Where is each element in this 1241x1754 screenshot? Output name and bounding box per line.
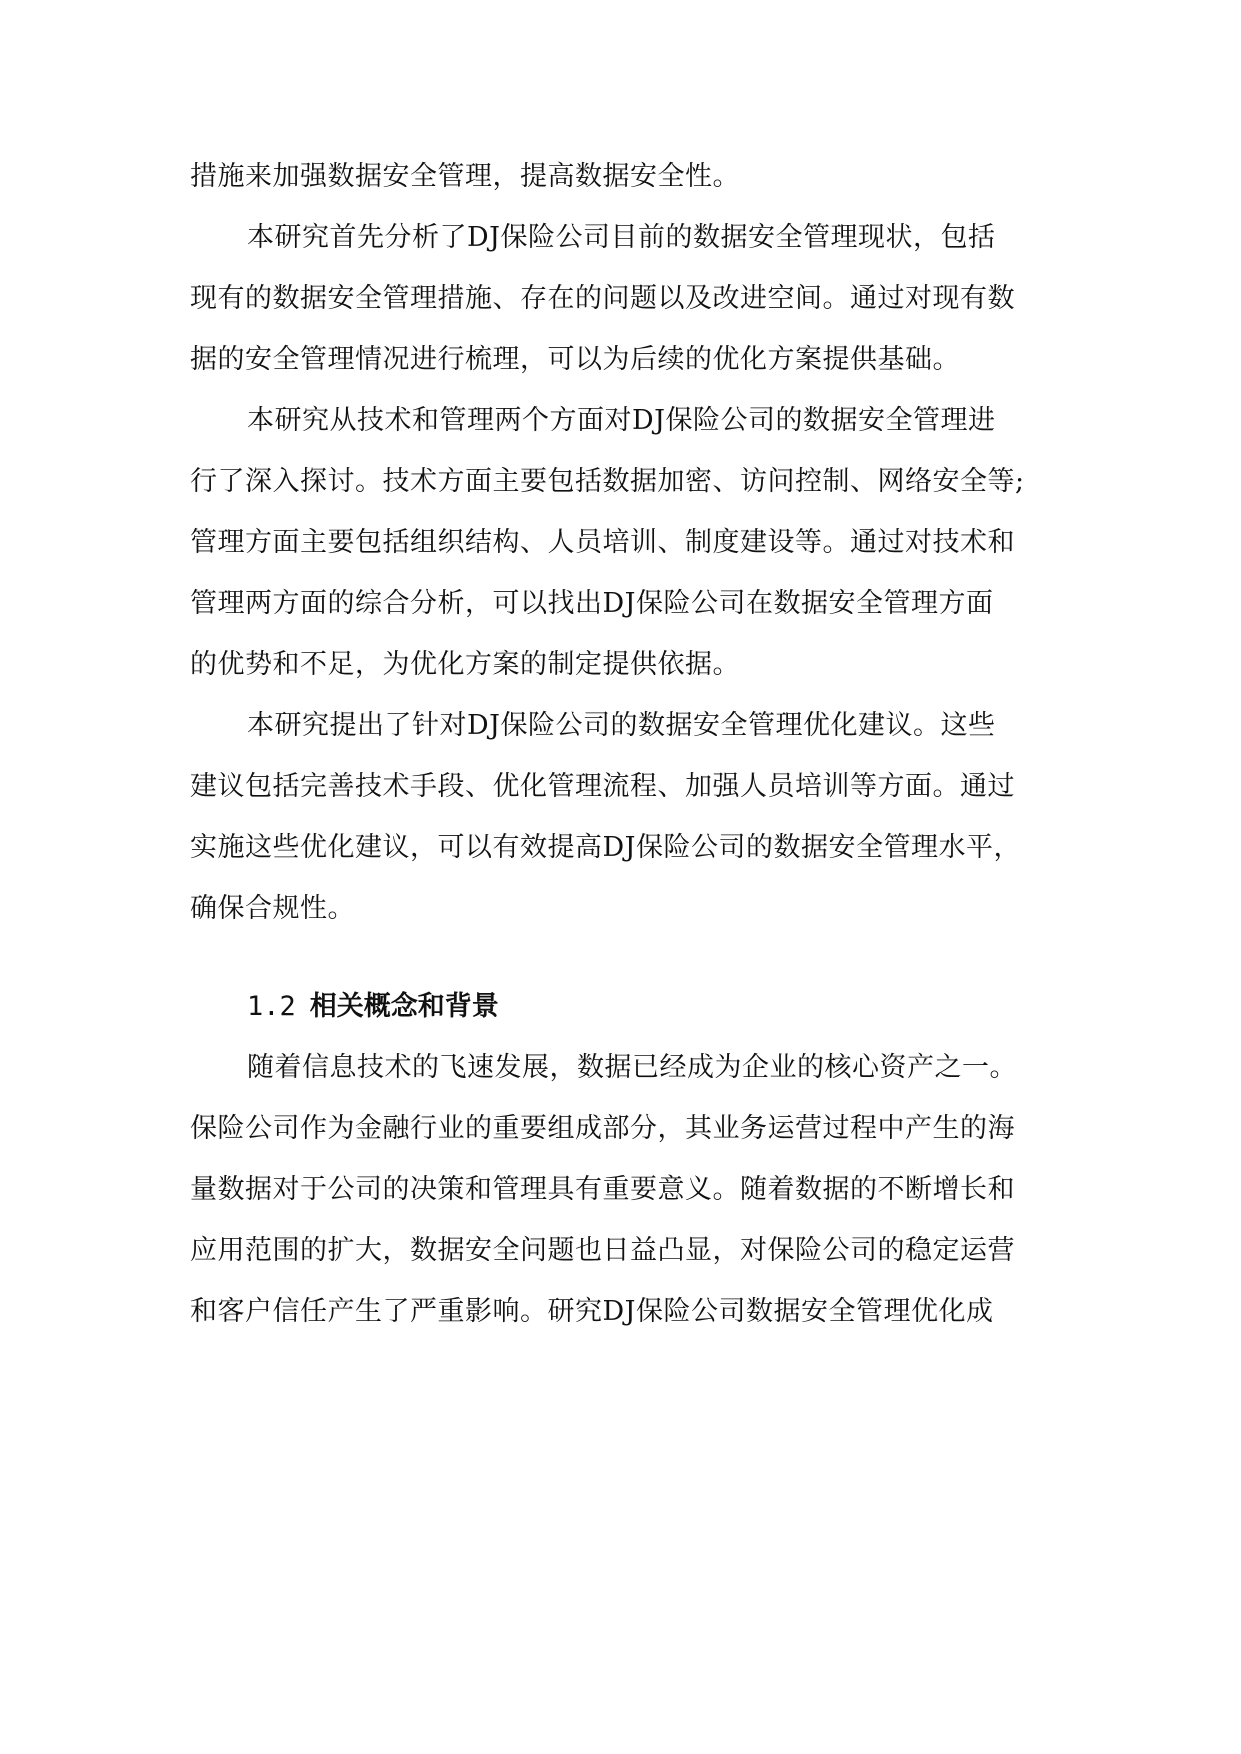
paragraph-line: 管理两方面的综合分析，可以找出DJ保险公司在数据安全管理方面 bbox=[190, 588, 994, 619]
paragraph-line: 实施这些优化建议，可以有效提高DJ保险公司的数据安全管理水平， bbox=[190, 832, 1021, 863]
paragraph-current-status-analysis bbox=[190, 207, 1070, 390]
paragraph-line: 本研究提出了针对DJ保险公司的数据安全管理优化建议。这些 bbox=[247, 710, 996, 741]
paragraph-line: 措施来加强数据安全管理，提高数据安全性。 bbox=[190, 161, 740, 192]
paragraph-background bbox=[190, 1037, 1070, 1342]
paragraph-line: 量数据对于公司的决策和管理具有重要意义。随着数据的不断增长和 bbox=[190, 1174, 1015, 1205]
paragraph-line: 管理方面主要包括组织结构、人员培训、制度建设等。通过对技术和 bbox=[190, 527, 1015, 558]
paragraph-line: 本研究从技术和管理两个方面对DJ保险公司的数据安全管理进 bbox=[247, 405, 996, 436]
section-title: 相关概念和背景 bbox=[309, 991, 499, 1022]
paragraph-line: 和客户信任产生了严重影响。研究DJ保险公司数据安全管理优化成 bbox=[190, 1296, 994, 1327]
section-number: 1.2 bbox=[247, 991, 296, 1022]
paragraph-line: 现有的数据安全管理措施、存在的问题以及改进空间。通过对现有数 bbox=[190, 283, 1015, 314]
paragraph-line: 应用范围的扩大，数据安全问题也日益凸显，对保险公司的稳定运营 bbox=[190, 1235, 1015, 1266]
paragraph-line: 保险公司作为金融行业的重要组成部分，其业务运营过程中产生的海 bbox=[190, 1113, 1015, 1144]
paragraph-optimization-suggestions bbox=[190, 695, 1070, 939]
paragraph-line: 随着信息技术的飞速发展，数据已经成为企业的核心资产之一。 bbox=[247, 1052, 1017, 1083]
paragraph-line: 建议包括完善技术手段、优化管理流程、加强人员培训等方面。通过 bbox=[190, 771, 1015, 802]
paragraph-technical-management-discussion bbox=[190, 390, 1070, 695]
section-heading bbox=[190, 976, 1070, 1037]
paragraph-continuation bbox=[190, 146, 1070, 207]
paragraph-line: 确保合规性。 bbox=[190, 893, 355, 924]
section-spacer bbox=[190, 939, 1070, 976]
paragraph-line: 据的安全管理情况进行梳理，可以为后续的优化方案提供基础。 bbox=[190, 344, 960, 375]
paragraph-line: 行了深入探讨。技术方面主要包括数据加密、访问控制、网络安全等; bbox=[190, 466, 1025, 497]
paragraph-line: 的优势和不足，为优化方案的制定提供依据。 bbox=[190, 649, 740, 680]
text-column bbox=[190, 146, 1070, 1342]
paragraph-line: 本研究首先分析了DJ保险公司目前的数据安全管理现状，包括 bbox=[247, 222, 996, 253]
